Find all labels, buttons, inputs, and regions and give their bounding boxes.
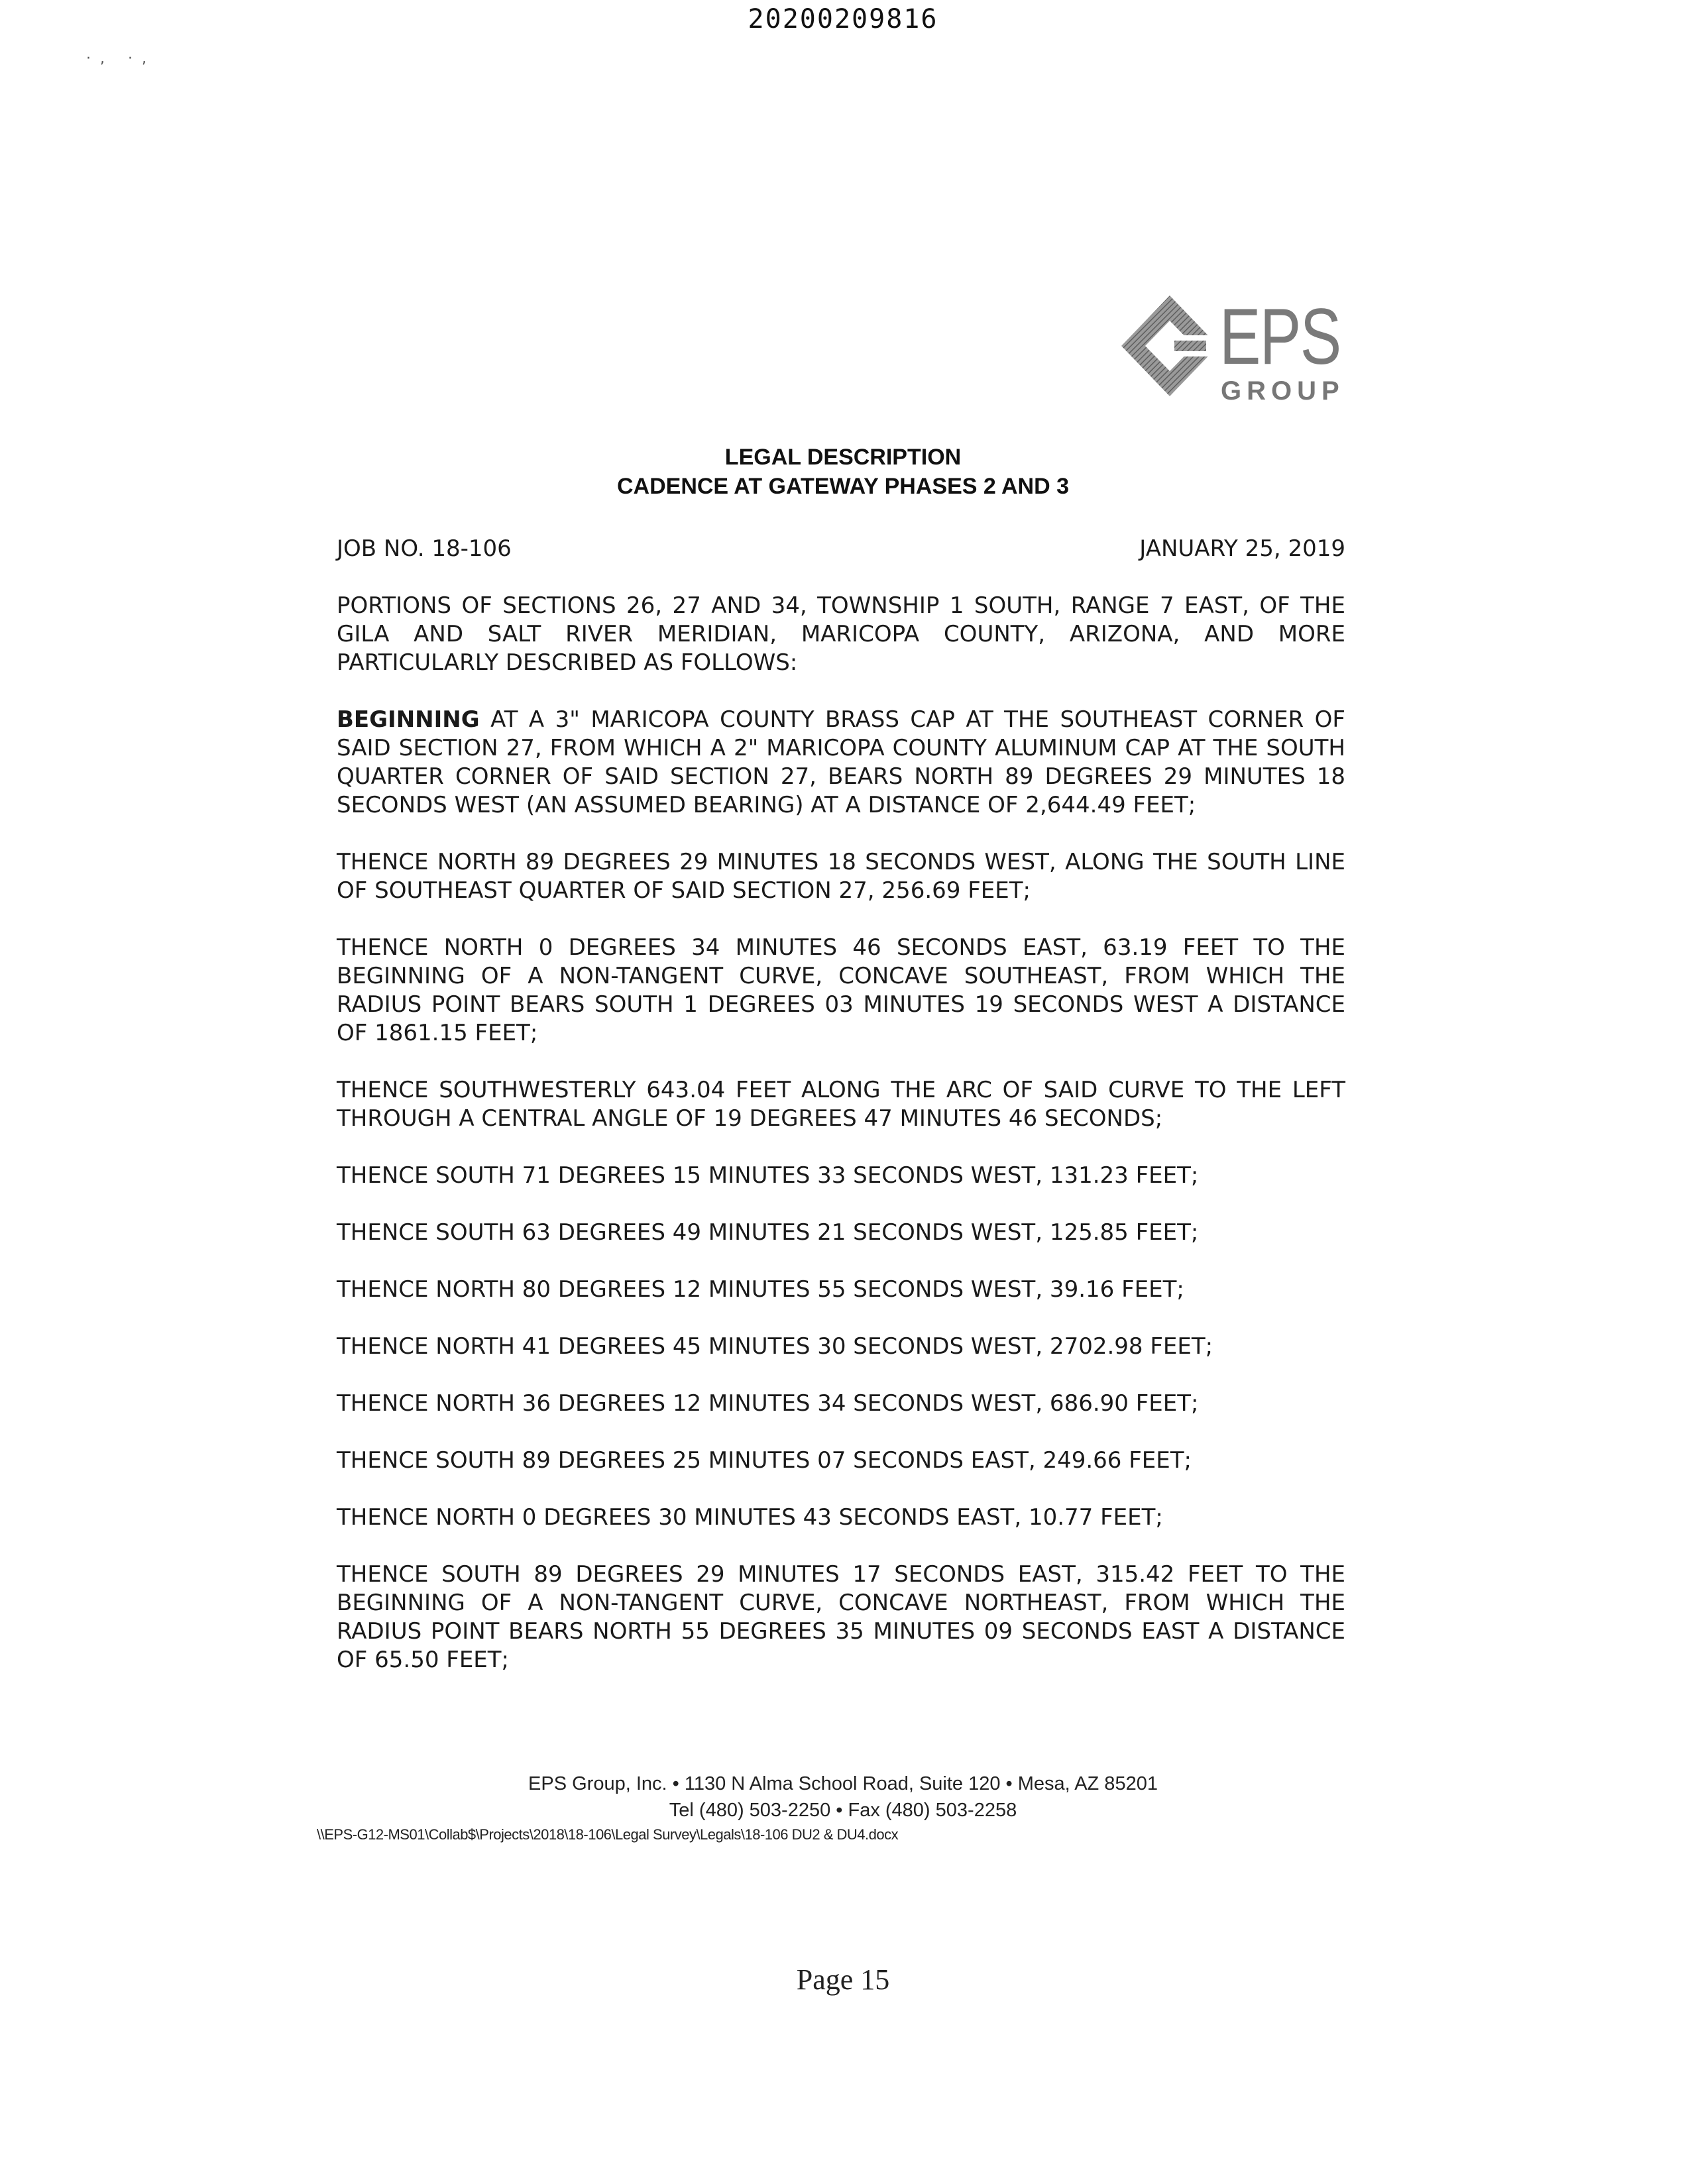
recording-number: 20200209816 (748, 4, 938, 34)
document-title (0, 443, 1686, 501)
paragraph: THENCE SOUTH 63 DEGREES 49 MINUTES 21 SECONDS WEST, 125.85 FEET; (337, 1219, 1199, 1246)
page-number: Page 15 (796, 1963, 890, 1996)
paragraph: THENCE NORTH 36 DEGREES 12 MINUTES 34 SECONDS WEST, 686.90 FEET; (337, 1390, 1199, 1417)
paragraph: THENCE NORTH 0 DEGREES 30 MINUTES 43 SECONDS EAST, 10.77 FEET; (337, 1504, 1163, 1531)
footer-phone: Tel (480) 503-2250 • Fax (480) 503-2258 (669, 1800, 1017, 1821)
scan-specks: ·, ·, (86, 50, 156, 67)
paragraph: THENCE SOUTH 71 DEGREES 15 MINUTES 33 SECONDS WEST, 131.23 FEET; (337, 1162, 1199, 1189)
logo-eps-text: EPS (1219, 292, 1341, 381)
paragraph: BEGINNING AT A 3" MARICOPA COUNTY BRASS CAP AT THE SOUTHEAST CORNER OF SAID SECTION 27, FROM WHICH A 2" MARICOPA COUNTY ALUMINUM CAP AT THE SOUTH QUARTER CORNER OF SAID SECTION 27, BEARS NORTH 89 DEGREES 29 MINUTES 18 SECONDS WEST (AN ASSUMED BEARING) AT A DISTANCE OF 2,644.49 FEET; (337, 706, 1345, 818)
title-line-1: LEGAL DESCRIPTION (724, 445, 962, 470)
title-line-2: CADENCE AT GATEWAY PHASES 2 AND 3 (616, 474, 1069, 499)
letterhead-footer (0, 1771, 1686, 1824)
paragraph: PORTIONS OF SECTIONS 26, 27 AND 34, TOWNSHIP 1 SOUTH, RANGE 7 EAST, OF THE GILA AND SALT RIVER MERIDIAN, MARICOPA COUNTY, ARIZONA, AND MORE PARTICULARLY DESCRIBED AS FOLLOWS: (337, 592, 1345, 676)
paragraph: THENCE NORTH 0 DEGREES 34 MINUTES 46 SECONDS EAST, 63.19 FEET TO THE BEGINNING OF A NON-TANGENT CURVE, CONCAVE SOUTHEAST, FROM WHICH THE RADIUS POINT BEARS SOUTH 1 DEGREES 03 MINUTES 19 SECONDS WEST A DISTANCE OF 1861.15 FEET; (337, 934, 1345, 1046)
paragraph: THENCE NORTH 80 DEGREES 12 MINUTES 55 SECONDS WEST, 39.16 FEET; (337, 1276, 1184, 1303)
paragraph: THENCE SOUTH 89 DEGREES 25 MINUTES 07 SECONDS EAST, 249.66 FEET; (337, 1447, 1192, 1474)
paragraph: THENCE NORTH 89 DEGREES 29 MINUTES 18 SECONDS WEST, ALONG THE SOUTH LINE OF SOUTHEAST QUARTER OF SAID SECTION 27, 256.69 FEET; (337, 849, 1345, 904)
paragraph: THENCE NORTH 41 DEGREES 45 MINUTES 30 SECONDS WEST, 2702.98 FEET; (337, 1333, 1213, 1360)
eps-diamond-icon (1120, 294, 1219, 400)
legal-description-body (337, 592, 1345, 1674)
logo-group-text: GROUP (1221, 376, 1345, 406)
footer-file-path: \\EPS-G12-MS01\Collab$\Projects\2018\18-106\Legal Survey\Legals\18-106 DU2 & DU4.docx (317, 1826, 899, 1843)
beginning-label: BEGINNING (337, 706, 480, 733)
meta-row (337, 534, 1345, 563)
eps-group-logo (1120, 285, 1345, 411)
footer-address: EPS Group, Inc. • 1130 N Alma School Road, Suite 120 • Mesa, AZ 85201 (528, 1773, 1158, 1794)
paragraph: THENCE SOUTH 89 DEGREES 29 MINUTES 17 SECONDS EAST, 315.42 FEET TO THE BEGINNING OF A NON-TANGENT CURVE, CONCAVE NORTHEAST, FROM WHICH THE RADIUS POINT BEARS NORTH 55 DEGREES 35 MINUTES 09 SECONDS EAST A DISTANCE OF 65.50 FEET; (337, 1561, 1345, 1673)
job-number: JOB NO. 18-106 (337, 535, 512, 562)
document-date: JANUARY 25, 2019 (1139, 535, 1345, 562)
paragraph: THENCE SOUTHWESTERLY 643.04 FEET ALONG THE ARC OF SAID CURVE TO THE LEFT THROUGH A CENTRAL ANGLE OF 19 DEGREES 47 MINUTES 46 SECONDS; (337, 1077, 1345, 1132)
